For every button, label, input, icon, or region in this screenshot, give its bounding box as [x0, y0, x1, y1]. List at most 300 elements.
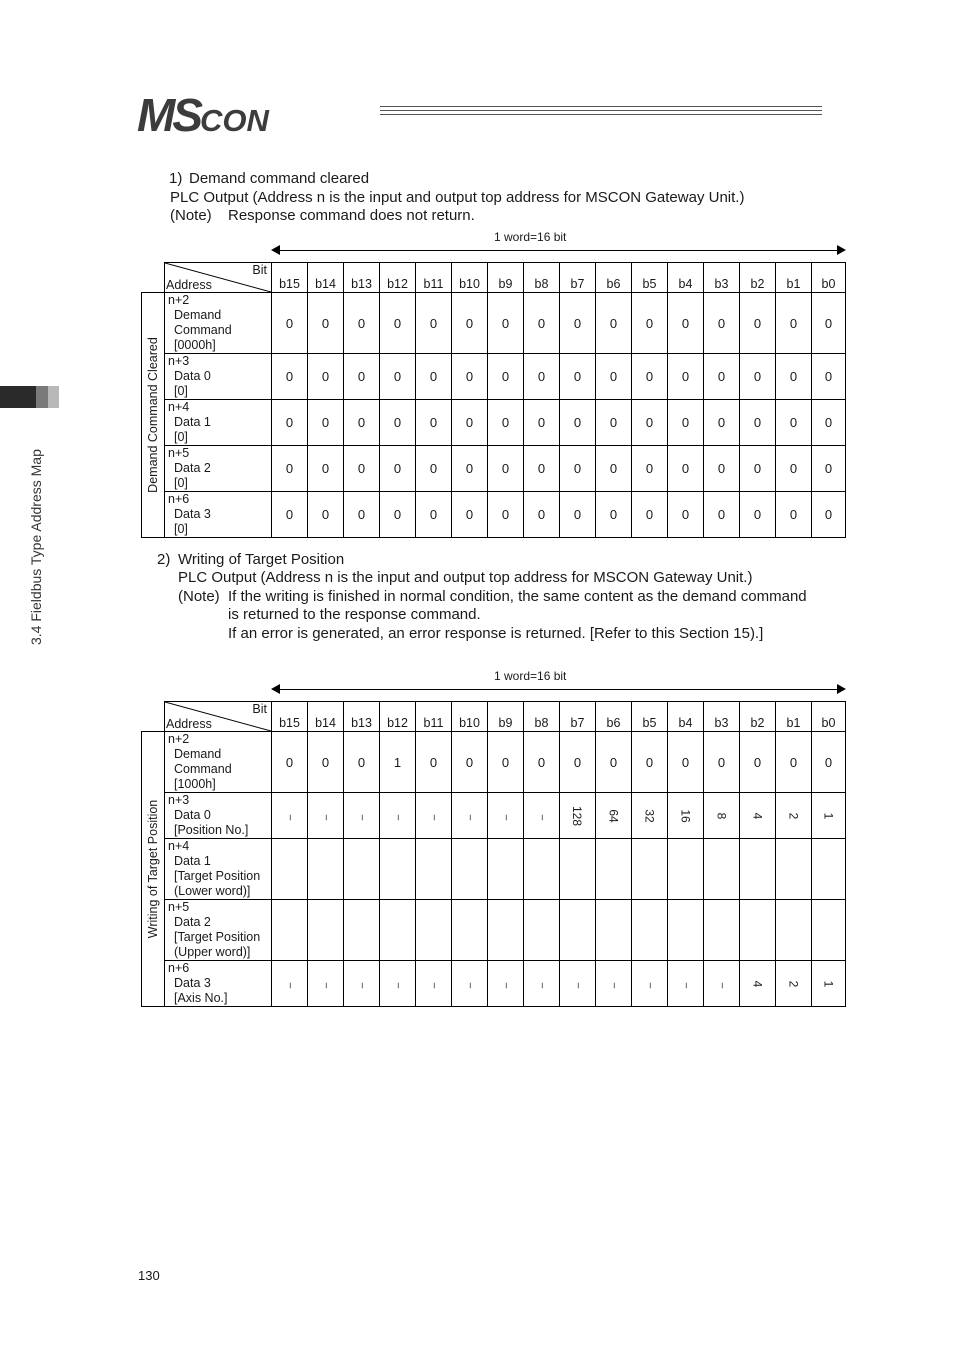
bit-value: – [500, 814, 511, 820]
section2-note-line1: If the writing is finished in normal condition, the same content as the demand command [228, 588, 807, 605]
bit-value-cell: 0 [776, 354, 812, 400]
bit-value-cell [776, 900, 812, 961]
bit-value-cell [380, 793, 416, 839]
bit-value-cell: 0 [452, 732, 488, 793]
bit-value-cell: 0 [272, 446, 308, 492]
bit-value: – [608, 982, 619, 988]
bit-header-b11: b11 [416, 702, 452, 732]
bit-header-b2: b2 [740, 702, 776, 732]
bit-value-cell: 0 [452, 492, 488, 538]
bit-value-cell [740, 839, 776, 900]
page-number: 130 [138, 1268, 160, 1283]
section1-note-label: (Note) [170, 207, 212, 224]
group-label-cell [142, 732, 165, 1007]
address-cell [165, 492, 272, 538]
address-cell [165, 732, 272, 793]
bit-header-b2: b2 [740, 263, 776, 293]
bit-header-b4: b4 [668, 702, 704, 732]
logo-ms: MS [137, 89, 200, 141]
bit-value-cell [560, 900, 596, 961]
bit-value: – [716, 982, 727, 988]
bit-value-cell: 0 [308, 354, 344, 400]
bit-value-cell [812, 961, 846, 1007]
bit-value: 4 [750, 812, 765, 819]
bit-header-b4: b4 [668, 263, 704, 293]
address-offset: n+4 [168, 839, 190, 853]
bit-value-cell [344, 961, 380, 1007]
word-size-label-1: 1 word=16 bit [494, 230, 567, 244]
bit-value-cell: 0 [704, 732, 740, 793]
header-corner-cell [165, 702, 272, 732]
bit-value: – [320, 814, 331, 820]
bit-value-cell [524, 900, 560, 961]
address-cell [165, 293, 272, 354]
bit-value: – [464, 982, 475, 988]
address-offset: n+3 [168, 354, 190, 368]
bit-header-b13: b13 [344, 263, 380, 293]
address-description: [0] [174, 522, 188, 536]
bit-value-cell: 0 [596, 732, 632, 793]
bit-value-cell: 0 [308, 446, 344, 492]
address-cell [165, 793, 272, 839]
bit-header-b6: b6 [596, 263, 632, 293]
bit-value-cell: 0 [740, 354, 776, 400]
bit-value-cell [344, 793, 380, 839]
bit-value: – [536, 982, 547, 988]
bit-value-cell: 0 [488, 446, 524, 492]
bit-value-cell [668, 900, 704, 961]
address-cell [165, 354, 272, 400]
header-corner [165, 263, 271, 292]
header-address-label: Address [166, 278, 212, 292]
bit-value: – [536, 814, 547, 820]
bit-value-cell [632, 900, 668, 961]
bit-value-cell: 0 [452, 293, 488, 354]
bit-value: – [572, 982, 583, 988]
bit-value-cell: 0 [272, 492, 308, 538]
bit-value-cell [416, 839, 452, 900]
header-address-label: Address [166, 717, 212, 731]
bit-value-cell [704, 900, 740, 961]
bit-value-cell [344, 900, 380, 961]
bit-value-cell: 0 [344, 446, 380, 492]
address-description: Data 2 [174, 461, 211, 475]
bit-value-cell: 0 [560, 492, 596, 538]
bit-value-cell: 0 [272, 293, 308, 354]
section1-note: Response command does not return. [228, 207, 475, 224]
bit-value-cell [524, 793, 560, 839]
bit-value-cell [380, 900, 416, 961]
bit-value-cell: 0 [560, 354, 596, 400]
bit-value: – [320, 982, 331, 988]
bit-value-cell [308, 793, 344, 839]
bit-header-b13: b13 [344, 702, 380, 732]
table-row [142, 293, 846, 354]
section2-note-line2: is returned to the response command. [228, 606, 481, 623]
header-bit-label: Bit [252, 263, 267, 277]
bit-value-cell: 0 [524, 293, 560, 354]
bit-header-b9: b9 [488, 263, 524, 293]
bit-header-b7: b7 [560, 263, 596, 293]
bit-value-cell [452, 961, 488, 1007]
bit-value-cell: 0 [452, 354, 488, 400]
address-description: (Lower word)] [174, 884, 251, 898]
bit-value-cell: 0 [524, 354, 560, 400]
address-offset: n+5 [168, 446, 190, 460]
section2-number: 2) [157, 551, 171, 568]
bit-value-cell: 0 [776, 400, 812, 446]
bit-value: 128 [570, 805, 585, 826]
bit-value: 64 [606, 808, 621, 823]
bit-value: 4 [750, 980, 765, 987]
address-description: [0] [174, 430, 188, 444]
bit-value-cell: 0 [416, 293, 452, 354]
bit-value-cell [632, 793, 668, 839]
bit-value-cell: 0 [776, 446, 812, 492]
bit-value-cell: 0 [272, 400, 308, 446]
address-cell [165, 961, 272, 1007]
bit-value-cell: 0 [416, 492, 452, 538]
address-description: [Position No.] [174, 823, 249, 837]
bit-value: 1 [821, 812, 836, 819]
bit-value-cell [812, 839, 846, 900]
table-row [142, 354, 846, 400]
bit-header-b12: b12 [380, 702, 416, 732]
bit-header-b5: b5 [632, 702, 668, 732]
address-description: Data 3 [174, 976, 211, 990]
group-label: Demand Command Cleared [146, 337, 160, 493]
bit-value-cell [488, 839, 524, 900]
bit-value-cell: 0 [272, 732, 308, 793]
section-tab-light [48, 386, 59, 408]
bit-value-cell: 0 [488, 293, 524, 354]
bit-header-b7: b7 [560, 702, 596, 732]
bit-header-b3: b3 [704, 263, 740, 293]
address-description: Data 0 [174, 808, 211, 822]
bit-value-cell [272, 900, 308, 961]
bit-value-cell: 0 [524, 732, 560, 793]
bit-value-cell [668, 793, 704, 839]
bit-value-cell: 0 [632, 354, 668, 400]
bit-value: – [284, 814, 295, 820]
bit-header-b1: b1 [776, 702, 812, 732]
bit-value-cell: 0 [632, 400, 668, 446]
table-row [142, 839, 846, 900]
bit-value-cell: 0 [812, 492, 846, 538]
address-description: Data 3 [174, 507, 211, 521]
bit-value-cell: 0 [632, 732, 668, 793]
bit-value: – [284, 982, 295, 988]
address-offset: n+5 [168, 900, 190, 914]
bit-header-b6: b6 [596, 702, 632, 732]
bit-header-b10: b10 [452, 263, 488, 293]
bit-value-cell: 0 [416, 732, 452, 793]
bit-value-cell [272, 793, 308, 839]
bit-value-cell: 0 [668, 732, 704, 793]
bit-value-cell: 0 [488, 492, 524, 538]
bit-value-cell: 0 [704, 492, 740, 538]
bit-value-cell [416, 900, 452, 961]
section-side-label: 3.4 Fieldbus Type Address Map [28, 449, 44, 645]
address-offset: n+2 [168, 732, 190, 746]
bit-value-cell: 1 [380, 732, 416, 793]
bit-value-cell [596, 961, 632, 1007]
address-cell [165, 446, 272, 492]
bit-value-cell: 0 [380, 446, 416, 492]
bit-value-cell [704, 793, 740, 839]
bit-value: – [392, 814, 403, 820]
bit-value-cell [416, 793, 452, 839]
bit-value-cell: 0 [344, 354, 380, 400]
bit-header-b5: b5 [632, 263, 668, 293]
bit-value-cell: 0 [452, 446, 488, 492]
bit-value-cell [488, 900, 524, 961]
address-description: Command [174, 323, 232, 337]
section1-plc-output: PLC Output (Address n is the input and output top address for MSCON Gateway Unit.) [170, 189, 745, 206]
word-size-label-2: 1 word=16 bit [494, 669, 567, 683]
bit-value-cell [488, 961, 524, 1007]
bit-value: 1 [821, 980, 836, 987]
bit-value-cell: 0 [524, 446, 560, 492]
header-rule-3 [380, 114, 822, 115]
address-description: Data 2 [174, 915, 211, 929]
bit-value-cell: 0 [560, 732, 596, 793]
bit-value-cell [740, 961, 776, 1007]
bit-value-cell: 0 [812, 354, 846, 400]
bit-value-cell: 0 [596, 446, 632, 492]
bit-value-cell: 0 [596, 400, 632, 446]
bit-value: 8 [714, 812, 729, 819]
bit-value-cell: 0 [740, 732, 776, 793]
bit-value: – [428, 814, 439, 820]
bit-value-cell: 0 [776, 293, 812, 354]
bit-value-cell: 0 [668, 400, 704, 446]
bit-value-cell: 0 [560, 293, 596, 354]
header-blank-cell [142, 702, 165, 732]
bit-value-cell [416, 961, 452, 1007]
section2-note-label: (Note) [178, 588, 220, 605]
bit-value-cell: 0 [308, 492, 344, 538]
section-tab-mid [36, 386, 48, 408]
bit-header-b0: b0 [812, 702, 846, 732]
bit-value-cell [776, 961, 812, 1007]
bit-value-cell: 0 [596, 293, 632, 354]
bit-value-cell [272, 839, 308, 900]
address-description: [Target Position [174, 930, 261, 944]
header-rule-1 [380, 106, 822, 107]
address-offset: n+3 [168, 793, 190, 807]
bit-value: – [392, 982, 403, 988]
bit-value-cell: 0 [740, 293, 776, 354]
bit-value-cell: 0 [560, 446, 596, 492]
bit-value-cell: 0 [812, 732, 846, 793]
arrow-left-icon [271, 684, 280, 694]
bit-value-cell: 0 [596, 354, 632, 400]
bit-header-b15: b15 [272, 702, 308, 732]
bit-value-cell [380, 839, 416, 900]
bit-value-cell [560, 839, 596, 900]
bit-value-cell: 0 [380, 354, 416, 400]
bit-header-b10: b10 [452, 702, 488, 732]
bit-value-cell [488, 793, 524, 839]
bit-value-cell [632, 961, 668, 1007]
address-description: [Axis No.] [174, 991, 228, 1005]
header-bit-label: Bit [252, 702, 267, 716]
bit-value: – [680, 982, 691, 988]
bit-value-cell [272, 961, 308, 1007]
address-description: Data 1 [174, 854, 211, 868]
section2-plc-output: PLC Output (Address n is the input and output top address for MSCON Gateway Unit.) [178, 569, 753, 586]
bit-value-cell [776, 793, 812, 839]
bit-value-cell: 0 [704, 354, 740, 400]
bit-value-cell: 0 [416, 446, 452, 492]
bit-value-cell [668, 961, 704, 1007]
bit-value-cell: 0 [380, 492, 416, 538]
bit-header-b9: b9 [488, 702, 524, 732]
table-row [142, 732, 846, 793]
bit-value-cell: 0 [596, 492, 632, 538]
address-description: [0000h] [174, 338, 216, 352]
arrow-right-icon [837, 684, 846, 694]
bit-value-cell: 0 [344, 293, 380, 354]
address-description: Data 0 [174, 369, 211, 383]
section-tab-dark [0, 386, 36, 408]
bit-value-cell [776, 839, 812, 900]
bit-value-cell: 0 [812, 446, 846, 492]
address-description: [1000h] [174, 777, 216, 791]
word-arrow-line-1 [278, 250, 838, 251]
group-label: Writing of Target Position [146, 799, 160, 939]
bit-value-cell: 0 [668, 446, 704, 492]
bit-value-cell [596, 793, 632, 839]
table-row [142, 492, 846, 538]
bit-value-cell: 0 [488, 732, 524, 793]
table-row [142, 793, 846, 839]
bit-value-cell [344, 839, 380, 900]
section2-heading: Writing of Target Position [178, 551, 345, 568]
bit-value-cell: 0 [452, 400, 488, 446]
bit-value: – [356, 982, 367, 988]
word-arrow-line-2 [278, 689, 838, 690]
bit-value-cell: 0 [776, 492, 812, 538]
arrow-right-icon [837, 245, 846, 255]
logo-con: CON [200, 103, 269, 138]
header-blank-cell [142, 263, 165, 293]
bit-value-cell [308, 900, 344, 961]
bit-value-cell: 0 [632, 293, 668, 354]
bit-value-cell: 0 [344, 400, 380, 446]
bit-value-cell [560, 961, 596, 1007]
bit-header-b15: b15 [272, 263, 308, 293]
address-cell [165, 900, 272, 961]
mscon-logo [137, 89, 269, 141]
bit-value-cell [632, 839, 668, 900]
bit-value-cell: 0 [560, 400, 596, 446]
bit-value: – [428, 982, 439, 988]
bit-value-cell [560, 793, 596, 839]
bit-header-b3: b3 [704, 702, 740, 732]
bit-value-cell [668, 839, 704, 900]
bit-value-cell: 0 [344, 492, 380, 538]
bit-value-cell [740, 900, 776, 961]
bit-value-cell [308, 961, 344, 1007]
demand-cleared-table [141, 262, 846, 538]
address-description: [Target Position [174, 869, 261, 883]
bit-value-cell [452, 793, 488, 839]
bit-value-cell: 0 [416, 400, 452, 446]
table-row [142, 400, 846, 446]
bit-value-cell: 0 [668, 492, 704, 538]
bit-value-cell [380, 961, 416, 1007]
bit-value-cell: 0 [704, 293, 740, 354]
bit-value-cell [704, 839, 740, 900]
address-offset: n+6 [168, 961, 190, 975]
address-offset: n+2 [168, 293, 190, 307]
bit-value: – [356, 814, 367, 820]
section2-note-line3: If an error is generated, an error response is returned. [Refer to this Section 15).] [228, 625, 764, 642]
bit-value-cell: 0 [740, 492, 776, 538]
bit-header-b0: b0 [812, 263, 846, 293]
target-position-table [141, 701, 846, 1007]
bit-value-cell: 0 [632, 446, 668, 492]
bit-value-cell: 0 [704, 446, 740, 492]
address-description: (Upper word)] [174, 945, 251, 959]
bit-value-cell [452, 839, 488, 900]
bit-value-cell: 0 [416, 354, 452, 400]
address-cell [165, 400, 272, 446]
table-row [142, 961, 846, 1007]
bit-value-cell: 0 [668, 293, 704, 354]
bit-header-b14: b14 [308, 263, 344, 293]
address-offset: n+4 [168, 400, 190, 414]
bit-header-b11: b11 [416, 263, 452, 293]
bit-header-b14: b14 [308, 702, 344, 732]
header-corner-cell [165, 263, 272, 293]
bit-value-cell: 0 [740, 400, 776, 446]
bit-header-b8: b8 [524, 702, 560, 732]
address-description: Demand [174, 747, 222, 761]
bit-header-b1: b1 [776, 263, 812, 293]
arrow-left-icon [271, 245, 280, 255]
bit-value: 32 [642, 808, 657, 823]
bit-value-cell: 0 [524, 400, 560, 446]
bit-header-b12: b12 [380, 263, 416, 293]
bit-value-cell [740, 793, 776, 839]
bit-value-cell [452, 900, 488, 961]
header-corner [165, 702, 271, 731]
bit-value: 16 [678, 808, 693, 823]
address-offset: n+6 [168, 492, 190, 506]
bit-value-cell [596, 900, 632, 961]
bit-value-cell: 0 [668, 354, 704, 400]
bit-value-cell: 0 [380, 400, 416, 446]
bit-value-cell [812, 793, 846, 839]
address-cell [165, 839, 272, 900]
bit-value-cell: 0 [812, 400, 846, 446]
address-description: [0] [174, 476, 188, 490]
bit-value-cell: 0 [308, 400, 344, 446]
bit-value-cell: 0 [740, 446, 776, 492]
address-description: [0] [174, 384, 188, 398]
bit-value-cell [596, 839, 632, 900]
bit-value-cell [812, 900, 846, 961]
section1-heading: Demand command cleared [189, 170, 370, 187]
bit-value-cell: 0 [488, 400, 524, 446]
bit-value-cell [524, 839, 560, 900]
bit-value-cell [524, 961, 560, 1007]
bit-value: – [644, 982, 655, 988]
bit-value-cell: 0 [632, 492, 668, 538]
